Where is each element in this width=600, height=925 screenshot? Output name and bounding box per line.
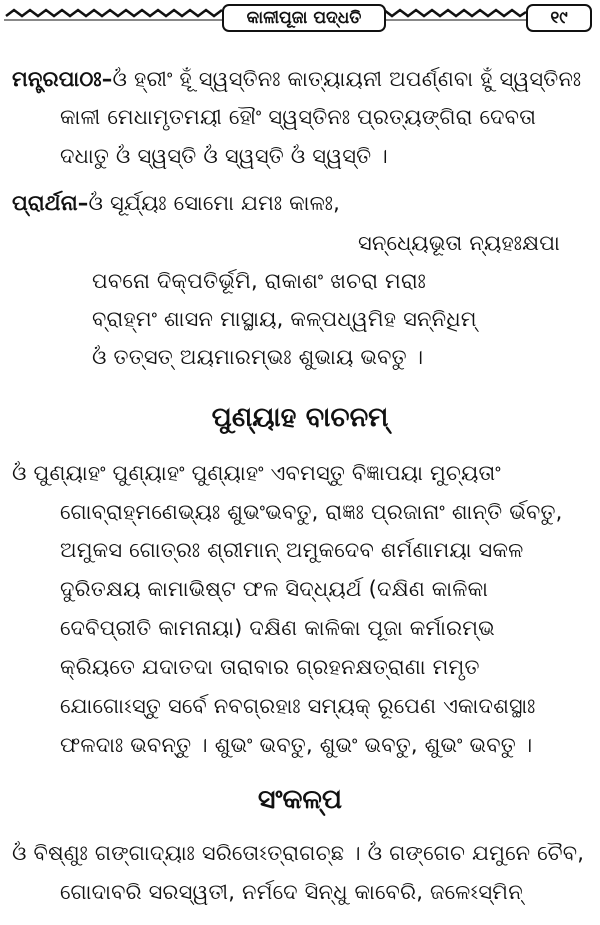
mantrapatha-line-2: କାଳୀ ମେଧାମୃତମୟୀ ହୌଂ ସ୍ୱସ୍ତିନଃ ପ୍ରତ୍ୟଙ୍ଗିରା ଦେବତା xyxy=(60,105,537,129)
punyaha-line-6: କ୍ରିୟତେ ଯଦାତଦା ତାରାବାର ଗ୍ରହନକ୍ଷତ୍ରାଣା ମମୃତ xyxy=(60,655,480,679)
sankalpa-heading: ସଂକଳ୍ପ xyxy=(257,784,343,815)
prarthana-line-4: ବ୍ରାହ୍ମଂ ଶାସନ ମାସ୍ଥାୟ, କଳ୍ପଧ୍ୱମିହ ସନ୍ନିଧିମ୍ xyxy=(92,307,477,331)
punyaha-line-7: ଯୋଗୋଽସ୍ତୁ ସର୍ବେ ନବଗ୍ରହାଃ ସମ୍ୟକ୍ ରୂପେଣ ଏକାଦଶସ୍ଥାଃ xyxy=(60,694,536,718)
prarthana-label: ପ୍ରାର୍ଥନା– xyxy=(12,191,89,215)
punyaha-heading: ପୁଣ୍ୟାହ ବାଚନମ୍ xyxy=(211,402,389,433)
punyaha-line-5: ଦେବିପ୍ରୀତି କାମନାୟା) ଦକ୍ଷିଣ କାଳିକା ପୂଜା କର୍ମାରମ୍ଭ xyxy=(60,616,495,640)
mantrapatha-line-3: ଦଧାତୁ ଓଁ ସ୍ୱସ୍ତି ଓଁ ସ୍ୱସ୍ତି ଓଁ ସ୍ୱସ୍ତି । xyxy=(60,144,388,168)
punyaha-line-3: ଅମୁକସ ଗୋତ୍ରଃ ଶ୍ରୀମାନ୍ ଅମୁକଦେବ ଶର୍ମଣାମୟା ସକଳ xyxy=(60,538,524,562)
sankalpa-line-1: ଓଁ ବିଷ୍ଣୁଃ ଗଙ୍ଗାଦ୍ୟାଃ ସରିତୋଽତ୍ରାଗଚ୍ଛ । ଓଁ ଗଙ୍ଗେଚ ଯମୁନେ ଚୈବ, xyxy=(12,841,585,865)
punyaha-line-8: ଫଳଦାଃ ଭବନ୍ତୁ । ଶୁଭଂ ଭବତୁ, ଶୁଭଂ ଭବତୁ, ଶୁଭଂ ଭବତୁ । xyxy=(60,733,533,757)
punyaha-line-4: ଦୁରିତକ୍ଷୟ କାମାଭିଷ୍ଟ ଫଳ ସିଦ୍ଧ୍ୟର୍ଥ (ଦକ୍ଷିଣ କାଳିକା xyxy=(60,577,489,601)
page-header xyxy=(0,0,600,40)
prarthana-line-3: ପବନୋ ଦିକ୍‌ପତିର୍ଭୂମି, ରାକାଶଂ ଖଚରା ମରାଃ xyxy=(92,269,427,293)
running-title: କାଳୀପୂଜା ପଦ୍ଧତି xyxy=(222,4,386,32)
page-number: ୧୯ xyxy=(526,4,592,32)
prarthana-line-2: ସନ୍ଧ୍ୟେଭୂତା ନ୍ୟହଃକ୍ଷପା xyxy=(358,231,560,255)
mantrapatha-line-1 xyxy=(12,64,581,94)
sankalpa-line-2: ଗୋଦାବରି ସରସ୍ୱତୀ, ନର୍ମଦେ ସିନ୍ଧୁ କାବେରି, ଜଳେଽସ୍ମିନ୍ xyxy=(60,880,523,904)
prarthana-text-1: ଓଁ ସୂର୍ଯ୍ୟଃ ସୋମୋ ଯମଃ କାଳଃ, xyxy=(88,191,340,215)
punyaha-line-1: ଓଁ ପୁଣ୍ୟାହଂ ପୁଣ୍ୟାହଂ ପୁଣ୍ୟାହଂ ଏବମସ୍ତୁ ବିଜ୍ଞାପୟା ମୁଚ୍ୟତାଂ xyxy=(12,461,501,485)
prarthana-line-1 xyxy=(12,188,340,218)
punyaha-line-2: ଗୋବ୍ରାହ୍ମଣେଭ୍ୟଃ ଶୁଭଂଭବତୁ, ରାଜ୍ଞଃ ପ୍ରଜାନାଂ ଶାନ୍ତି ର୍ଭବତୁ, xyxy=(60,500,563,524)
prarthana-line-5: ଓଁ ତତ୍‌ସତ୍ ଅୟମାରମ୍ଭଃ ଶୁଭାୟ ଭବତୁ । xyxy=(92,345,424,369)
mantrapatha-label: ମନ୍ତ୍ରପାଠଃ– xyxy=(12,67,113,91)
mantrapatha-text-1: ଓଁ ହ୍ରୀଂ ହୂଁ ସ୍ୱସ୍ତିନଃ କାତ୍ୟାୟନୀ ଅପର୍ଣ୍ଣବା ହୁଁ ସ୍ୱସ୍ତିନଃ xyxy=(112,67,582,91)
